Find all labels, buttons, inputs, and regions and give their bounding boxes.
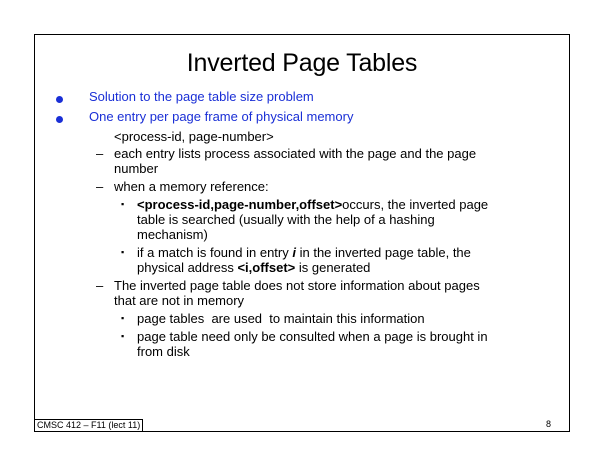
square-marker: ▪ — [121, 313, 125, 323]
square-marker: ▪ — [121, 247, 125, 257]
sub-text — [137, 197, 488, 212]
sub-text-pre: physical address — [137, 260, 238, 275]
dash-text-cont: that are not in memory — [114, 293, 245, 308]
sub-text — [137, 245, 471, 260]
sub-text-cont: from disk — [137, 344, 190, 359]
indent-line: <process-id, page-number> — [114, 129, 274, 144]
dash-marker: – — [96, 146, 104, 161]
dash-marker: – — [96, 278, 104, 293]
sub-text: page table need only be consulted when a page is brought in — [137, 329, 488, 344]
dash-text: when a memory reference: — [114, 179, 269, 194]
sub-text-pre: if a match is found in entry — [137, 245, 293, 260]
sub-text-cont: mechanism) — [137, 227, 208, 242]
slide-title: Inverted Page Tables — [186, 49, 418, 77]
sub-text-bold: <i,offset> — [237, 260, 296, 275]
sub-text-post: is generated — [295, 260, 371, 275]
dash-marker: – — [96, 179, 104, 194]
sub-text-cont — [137, 260, 370, 275]
dash-text: each entry lists process associated with the page and the page — [114, 146, 477, 161]
square-marker: ▪ — [121, 199, 125, 209]
page-number: 8 — [545, 419, 551, 429]
sub-text-bold: <process-id,page-number,offset> — [137, 197, 343, 212]
sub-text-cont: table is searched (usually with the help of a hashing — [137, 212, 435, 227]
sub-text-italic: i — [292, 245, 296, 260]
dash-text-cont: number — [114, 161, 159, 176]
bullet-dot — [56, 96, 63, 103]
bullet-dot — [56, 116, 63, 123]
square-marker: ▪ — [121, 331, 125, 341]
dash-text: The inverted page table does not store information about pages — [114, 278, 480, 293]
sub-text: page tables are used to maintain this information — [137, 311, 425, 326]
sub-text-post: in the inverted page table, the — [295, 245, 471, 260]
bullet-text: One entry per page frame of physical memory — [89, 109, 354, 124]
footer-course-label: CMSC 412 – F11 (lect 11) — [35, 419, 143, 431]
slide — [34, 34, 570, 432]
sub-text-rest: occurs, the inverted page — [342, 197, 489, 212]
bullet-text: Solution to the page table size problem — [89, 89, 314, 104]
